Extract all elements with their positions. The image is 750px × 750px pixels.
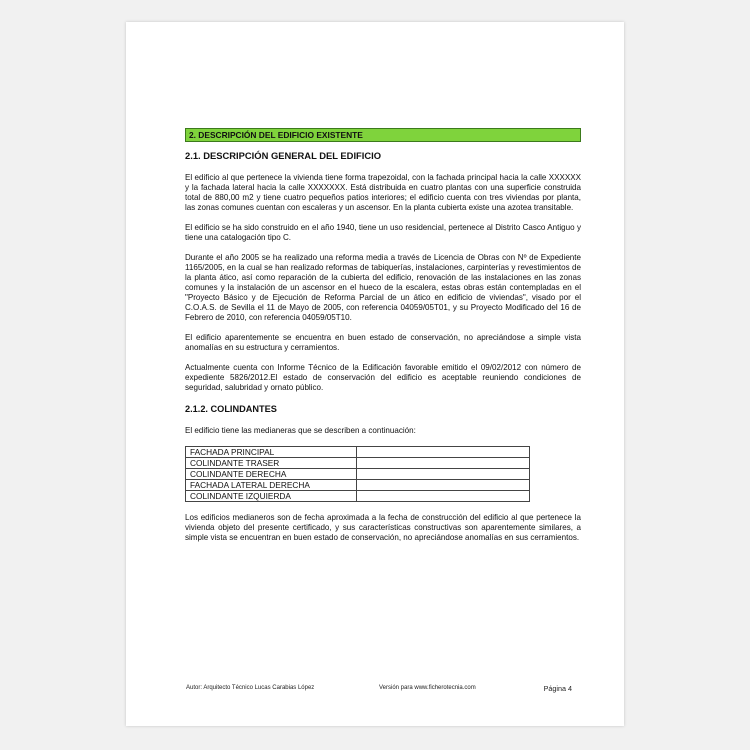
row-label: FACHADA LATERAL DERECHA — [186, 480, 357, 491]
table-row — [186, 469, 530, 480]
footer-page-number: Página 4 — [543, 684, 572, 693]
paragraph: El edificio se ha sido construido en el año 1940, tiene un uso residencial, pertenece al Distrito Casco Antiguo y tiene una catalogación tipo C. — [185, 223, 581, 242]
row-label: COLINDANTE IZQUIERDA — [186, 491, 357, 502]
footer-version: Versión para www.ficherotecnia.com — [379, 685, 476, 691]
section-heading: 2. DESCRIPCIÓN DEL EDIFICIO EXISTENTE — [185, 128, 581, 142]
subsection-heading: 2.1. DESCRIPCIÓN GENERAL DEL EDIFICIO — [185, 150, 382, 161]
table-row — [186, 458, 530, 469]
paragraph: El edificio al que pertenece la vivienda tiene forma trapezoidal, con la fachada principal hacia la calle XXXXXX y la fachada lateral hacia la calle XXXXXXX. Está distribuida en cuatro plantas con una superficie construida total de 880,00 m2 y tiene cuatro pequeños patios interiores; el edificio cuenta con tres viviendas por planta, las zonas comunes cuentan con escaleras y un ascensor. En la planta cubierta existe una azotea transitable. — [185, 173, 581, 212]
row-value — [357, 491, 530, 502]
row-label: COLINDANTE DERECHA — [186, 469, 357, 480]
colindantes-table — [185, 446, 530, 502]
paragraph: El edificio aparentemente se encuentra en buen estado de conservación, no apreciándose a simple vista anomalías en su estructura y cerramientos. — [185, 333, 581, 352]
row-value — [357, 458, 530, 469]
colindantes-closing: Los edificios medianeros son de fecha aproximada a la fecha de construcción del edificio al que pertenece la vivienda objeto del presente certificado, y sus características constructivas son aparentemente similares, a simple vista se encuentran en buen estado de conservación, no apreciándose anomalías en sus cerramientos. — [185, 513, 581, 542]
page-content — [185, 128, 581, 553]
colindantes-intro: El edificio tiene las medianeras que se describen a continuación: — [185, 426, 416, 435]
colindantes-heading: 2.1.2. COLINDANTES — [185, 404, 277, 414]
paragraph: Durante el año 2005 se ha realizado una reforma media a través de Licencia de Obras con Nº de Expediente 1165/2005, en la cual se han realizado reformas de tabiquerías, instalaciones, carpinterías y revestimientos de la planta ático, así como reparación de la cubierta del edificio, renovación de las instalaciones en las zonas comunes y la instalación de un ascensor en el hueco de la escalera, estas obras están contempladas en el "Proyecto Básico y de Ejecución de Reforma Parcial de un ático en edificio de viviendas", visado por el C.O.A.S. de Sevilla el 11 de Mayo de 2005, con referencia 04059/05T01, y su Proyecto Modificado del 16 de Febrero de 2010, con referencia 04059/05T10. — [185, 253, 581, 322]
row-value — [357, 447, 530, 458]
table-row — [186, 447, 530, 458]
table-row — [186, 491, 530, 502]
row-label: FACHADA PRINCIPAL — [186, 447, 357, 458]
paragraph: Actualmente cuenta con Informe Técnico de la Edificación favorable emitido el 09/02/2012 con número de expediente 5826/2012.El estado de conservación del edificio es aceptable reuniendo condiciones de seguridad, salubridad y ornato público. — [185, 363, 581, 392]
document-page — [126, 22, 624, 726]
row-value — [357, 469, 530, 480]
footer-author: Autor: Arquitecto Técnico Lucas Carabias López — [186, 685, 315, 691]
row-value — [357, 480, 530, 491]
table-row — [186, 480, 530, 491]
row-label: COLINDANTE TRASER — [186, 458, 357, 469]
